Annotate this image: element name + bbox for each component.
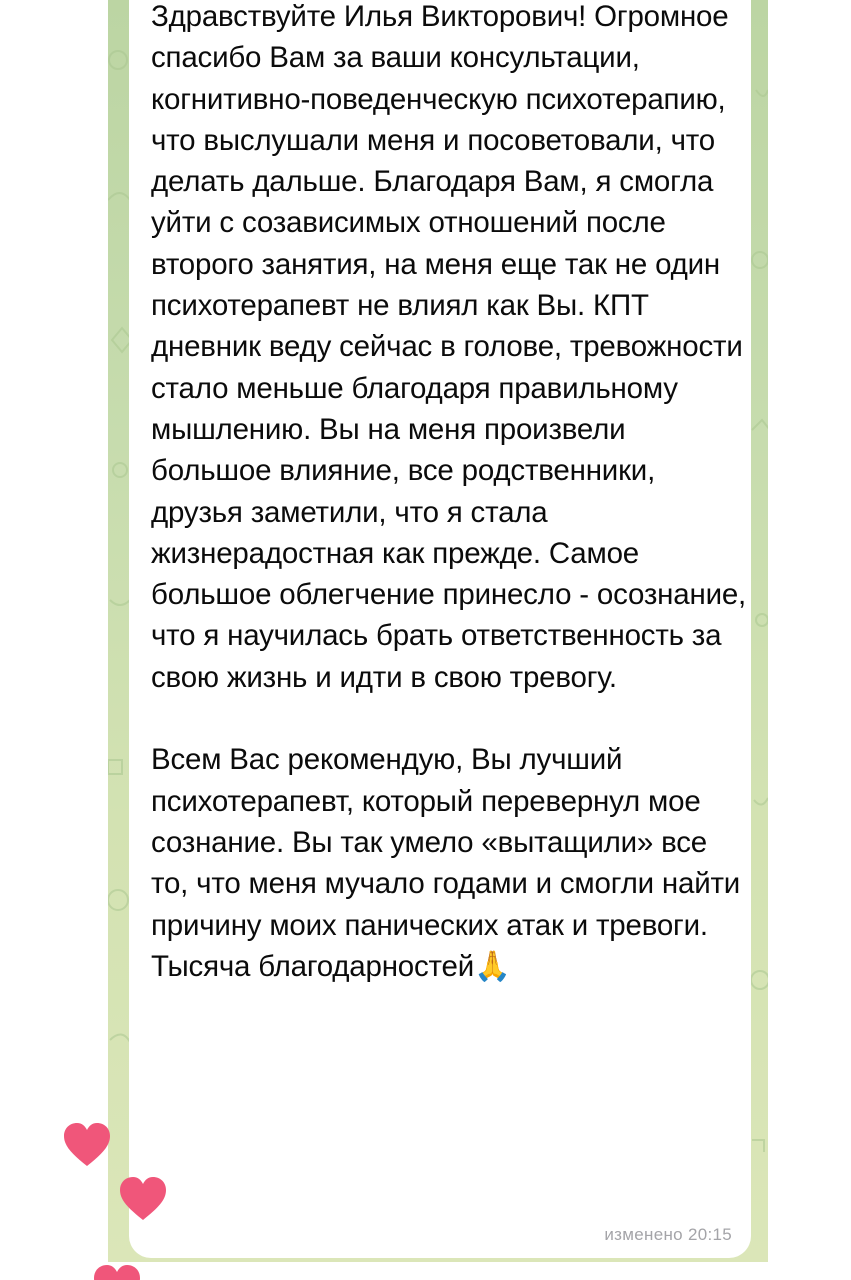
paragraph-spacer <box>151 698 747 739</box>
message-text <box>151 0 747 987</box>
edited-label: изменено <box>604 1225 683 1244</box>
heart-icon[interactable] <box>92 1264 142 1280</box>
message-meta <box>604 1225 732 1245</box>
message-time: 20:15 <box>687 1225 732 1244</box>
message-paragraph-2: Всем Вас рекомендую, Вы лучший психотерапевт, который перевернул мое сознание. Вы так умело «вытащили» все то, что меня мучало годами и смогли найти причину моих панических атак и тревоги. Тысяча благодарностей🙏 <box>151 743 741 983</box>
message-paragraph-1: Здравствуйте Илья Викторович! Огромное спасибо Вам за ваши консультации, когнитивно-поведенческую психотерапию, что выслушали меня и посоветовали, что делать дальше. Благодаря Вам, я смогла уйти с созависимых отношений после второго занятия, на меня еще так не один психотерапевт не влиял как Вы. КПТ дневник веду сейчас в голове, тревожности стало меньше благодаря правильному мышлению. Вы на меня произвели большое влияние, все родственники, друзья заметили, что я стала жизнерадостная как прежде. Самое большое облегчение принесло - осознание, что я научилась брать ответственность за свою жизнь и идти в свою тревогу. <box>151 0 747 694</box>
heart-icon[interactable] <box>62 1122 112 1168</box>
heart-icon[interactable] <box>118 1176 168 1222</box>
